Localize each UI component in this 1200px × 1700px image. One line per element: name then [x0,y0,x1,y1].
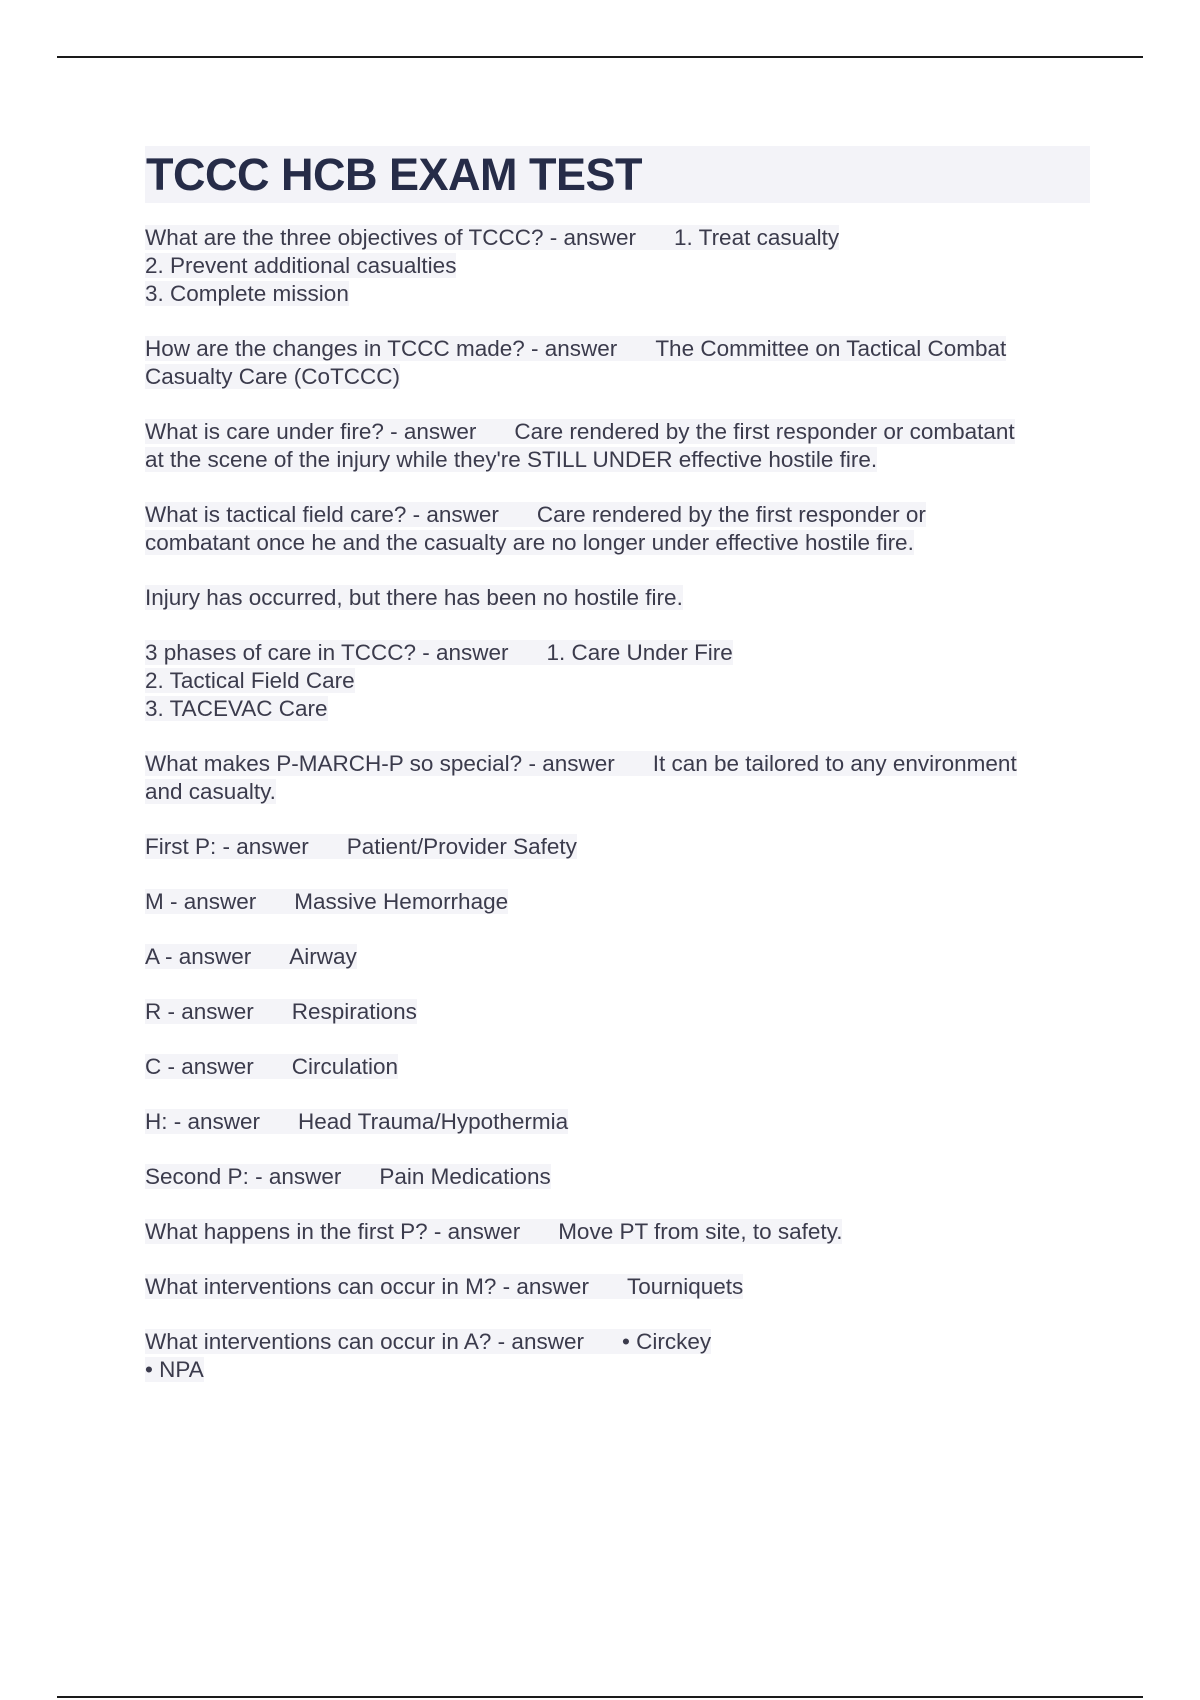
qa-first-line [145,1164,551,1189]
qa-answer-continuation: 2. Tactical Field Care [145,668,355,693]
qa-first-line [145,1054,398,1079]
qa-answer: • Circkey [621,1329,712,1354]
qa-answer: 1. Treat casualty [674,225,840,250]
page-content [145,146,1090,1411]
page-title: TCCC HCB EXAM TEST [146,149,642,200]
qa-answer: 1. Care Under Fire [546,640,733,665]
qa-item [145,998,1090,1026]
qa-answer-continuation: at the scene of the injury while they're STILL UNDER effective hostile fire. [145,447,878,472]
qa-item [145,335,1090,391]
title-band [145,146,1090,203]
qa-item [145,224,1090,308]
qa-item [145,750,1090,806]
qa-first-line [145,889,508,914]
qa-question: A - answer [145,944,252,969]
qa-question: What are the three objectives of TCCC? - answer [145,225,637,250]
qa-answer: Head Trauma/Hypothermia [298,1109,569,1134]
qa-question: First P: - answer [145,834,309,859]
qa-answer: It can be tailored to any environment [652,751,1017,776]
qa-first-line [145,751,1017,776]
qa-first-line [145,834,577,859]
qa-answer: Respirations [291,999,417,1024]
qa-first-line [145,419,1015,444]
qa-question: What is care under fire? - answer [145,419,477,444]
qa-first-line [145,336,1006,361]
qa-answer: The Committee on Tactical Combat [655,336,1007,361]
qa-item [145,501,1090,557]
qa-question: What happens in the first P? - answer [145,1219,521,1244]
qa-question: What interventions can occur in A? - answer [145,1329,584,1354]
qa-question: Injury has occurred, but there has been no hostile fire. [145,585,683,610]
qa-item [145,1328,1090,1384]
qa-answer-continuation: Casualty Care (CoTCCC) [145,364,401,389]
qa-item [145,584,1090,612]
qa-answer: Move PT from site, to safety. [558,1219,843,1244]
qa-question: What makes P-MARCH-P so special? - answer [145,751,615,776]
qa-answer: Massive Hemorrhage [294,889,509,914]
qa-first-line [145,1219,842,1244]
qa-answer: Patient/Provider Safety [346,834,577,859]
qa-first-line [145,1329,711,1354]
qa-item [145,833,1090,861]
qa-item [145,1218,1090,1246]
qa-question: C - answer [145,1054,254,1079]
qa-question: H: - answer [145,1109,261,1134]
qa-item [145,639,1090,723]
qa-answer-continuation: 3. Complete mission [145,281,349,306]
qa-answer-continuation: 2. Prevent additional casualties [145,253,457,278]
qa-item [145,888,1090,916]
qa-first-line [145,225,839,250]
qa-first-line [145,999,417,1024]
qa-first-line [145,640,733,665]
qa-question: 3 phases of care in TCCC? - answer [145,640,509,665]
qa-answer-continuation: 3. TACEVAC Care [145,696,328,721]
qa-question: R - answer [145,999,254,1024]
qa-item [145,1053,1090,1081]
qa-first-line [145,1109,568,1134]
qa-answer-continuation: • NPA [145,1357,204,1382]
qa-question: How are the changes in TCCC made? - answer [145,336,618,361]
qa-answer: Circulation [291,1054,399,1079]
qa-answer-continuation: and casualty. [145,779,276,804]
qa-first-line [145,502,926,527]
qa-question: M - answer [145,889,257,914]
qa-first-line [145,1274,743,1299]
top-rule [57,56,1143,58]
qa-question: Second P: - answer [145,1164,342,1189]
qa-question: What interventions can occur in M? - answer [145,1274,589,1299]
qa-answer: Care rendered by the first responder or [536,502,926,527]
qa-first-line [145,944,357,969]
qa-question: What is tactical field care? - answer [145,502,499,527]
qa-first-line [145,585,683,610]
qa-answer-continuation: combatant once he and the casualty are no longer under effective hostile fire. [145,530,914,555]
qa-item [145,1108,1090,1136]
qa-item [145,1273,1090,1301]
qa-item [145,1163,1090,1191]
qa-answer: Pain Medications [379,1164,551,1189]
bottom-rule [57,1696,1143,1698]
qa-answer: Care rendered by the first responder or combatant [514,419,1015,444]
qa-item [145,943,1090,971]
qa-list [145,224,1090,1384]
qa-item [145,418,1090,474]
qa-answer: Tourniquets [626,1274,744,1299]
qa-answer: Airway [289,944,357,969]
